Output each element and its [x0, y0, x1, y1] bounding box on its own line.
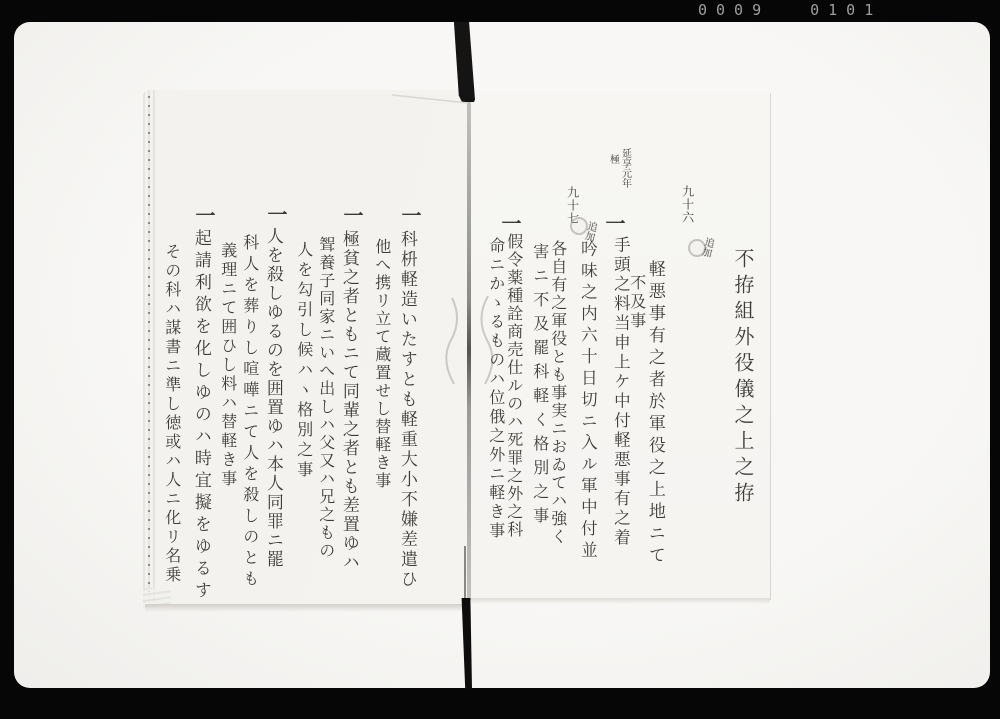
text-column: 義理ニて囲ひし料ハ替軽き事: [218, 242, 238, 489]
item-marker: 一: [602, 213, 626, 233]
text-column: 他へ携リ立て蔵置せし替軽き事: [372, 238, 392, 490]
item-marker: 一: [264, 204, 288, 224]
text-column: 各自有之軍役とも事実ニおゐてハ強く: [548, 240, 568, 546]
title-column: 不拵組外役儀之上之拵: [731, 248, 755, 508]
counter-reel-number: 0009: [698, 1, 771, 19]
text-column: 害ニ不及罷科軽く格別之事: [530, 243, 550, 531]
text-column: その科ハ謀書ニ準し徳或ハ人ニ化リ名乗: [162, 243, 182, 585]
era-note: 延享元年: [619, 148, 631, 188]
text-column: 人を勾引し候ハヽ格別之事: [294, 241, 314, 481]
text-column: 軽悪事有之者於軍役之上地ニて: [644, 260, 665, 568]
text-column: 人を殺しゆるのを囲置ゆハ本人同罪ニ罷: [262, 227, 283, 569]
era-note-mark: 極: [607, 154, 619, 164]
text-column: 手頭之料当申上ケ中付軽悪事有之着: [611, 236, 631, 548]
text-column: 吟味之内六十日切ニ入ル軍中付並: [578, 240, 598, 563]
text-column: 聟養子同家ニいへ出しハ父又ハ兄之もの: [316, 236, 336, 560]
text-column: 命ニかゝるものハ位俄之外ニ軽き事: [486, 237, 506, 541]
item-marker: 一: [498, 213, 522, 233]
section-number-96: 九十六: [680, 185, 695, 224]
text-column: 起請利欲を化しゆのハ時宜擬をゆるす: [190, 229, 211, 603]
addendum-note-96: 追加: [698, 235, 715, 258]
section-number-97: 九十七: [565, 186, 580, 225]
item-marker: 一: [340, 205, 364, 225]
addendum-note-97: 追加: [581, 219, 598, 242]
item-marker: 一: [398, 205, 422, 225]
text-column: 假令薬種詮商売仕ルのハ死罪之外之科: [504, 233, 524, 539]
text-column: 科枡軽造いたすとも軽重大小不嫌差遣ひ: [396, 230, 417, 590]
item-marker: 一: [192, 205, 216, 225]
counter-frame-number: 0101: [810, 1, 883, 19]
text-column: 科人を葬りし喧嘩ニて人を殺しのとも: [240, 234, 260, 591]
text-column: 不及事: [627, 274, 647, 331]
text-column: 極貧之者ともニて同輩之者とも差置ゆハ: [338, 230, 359, 572]
